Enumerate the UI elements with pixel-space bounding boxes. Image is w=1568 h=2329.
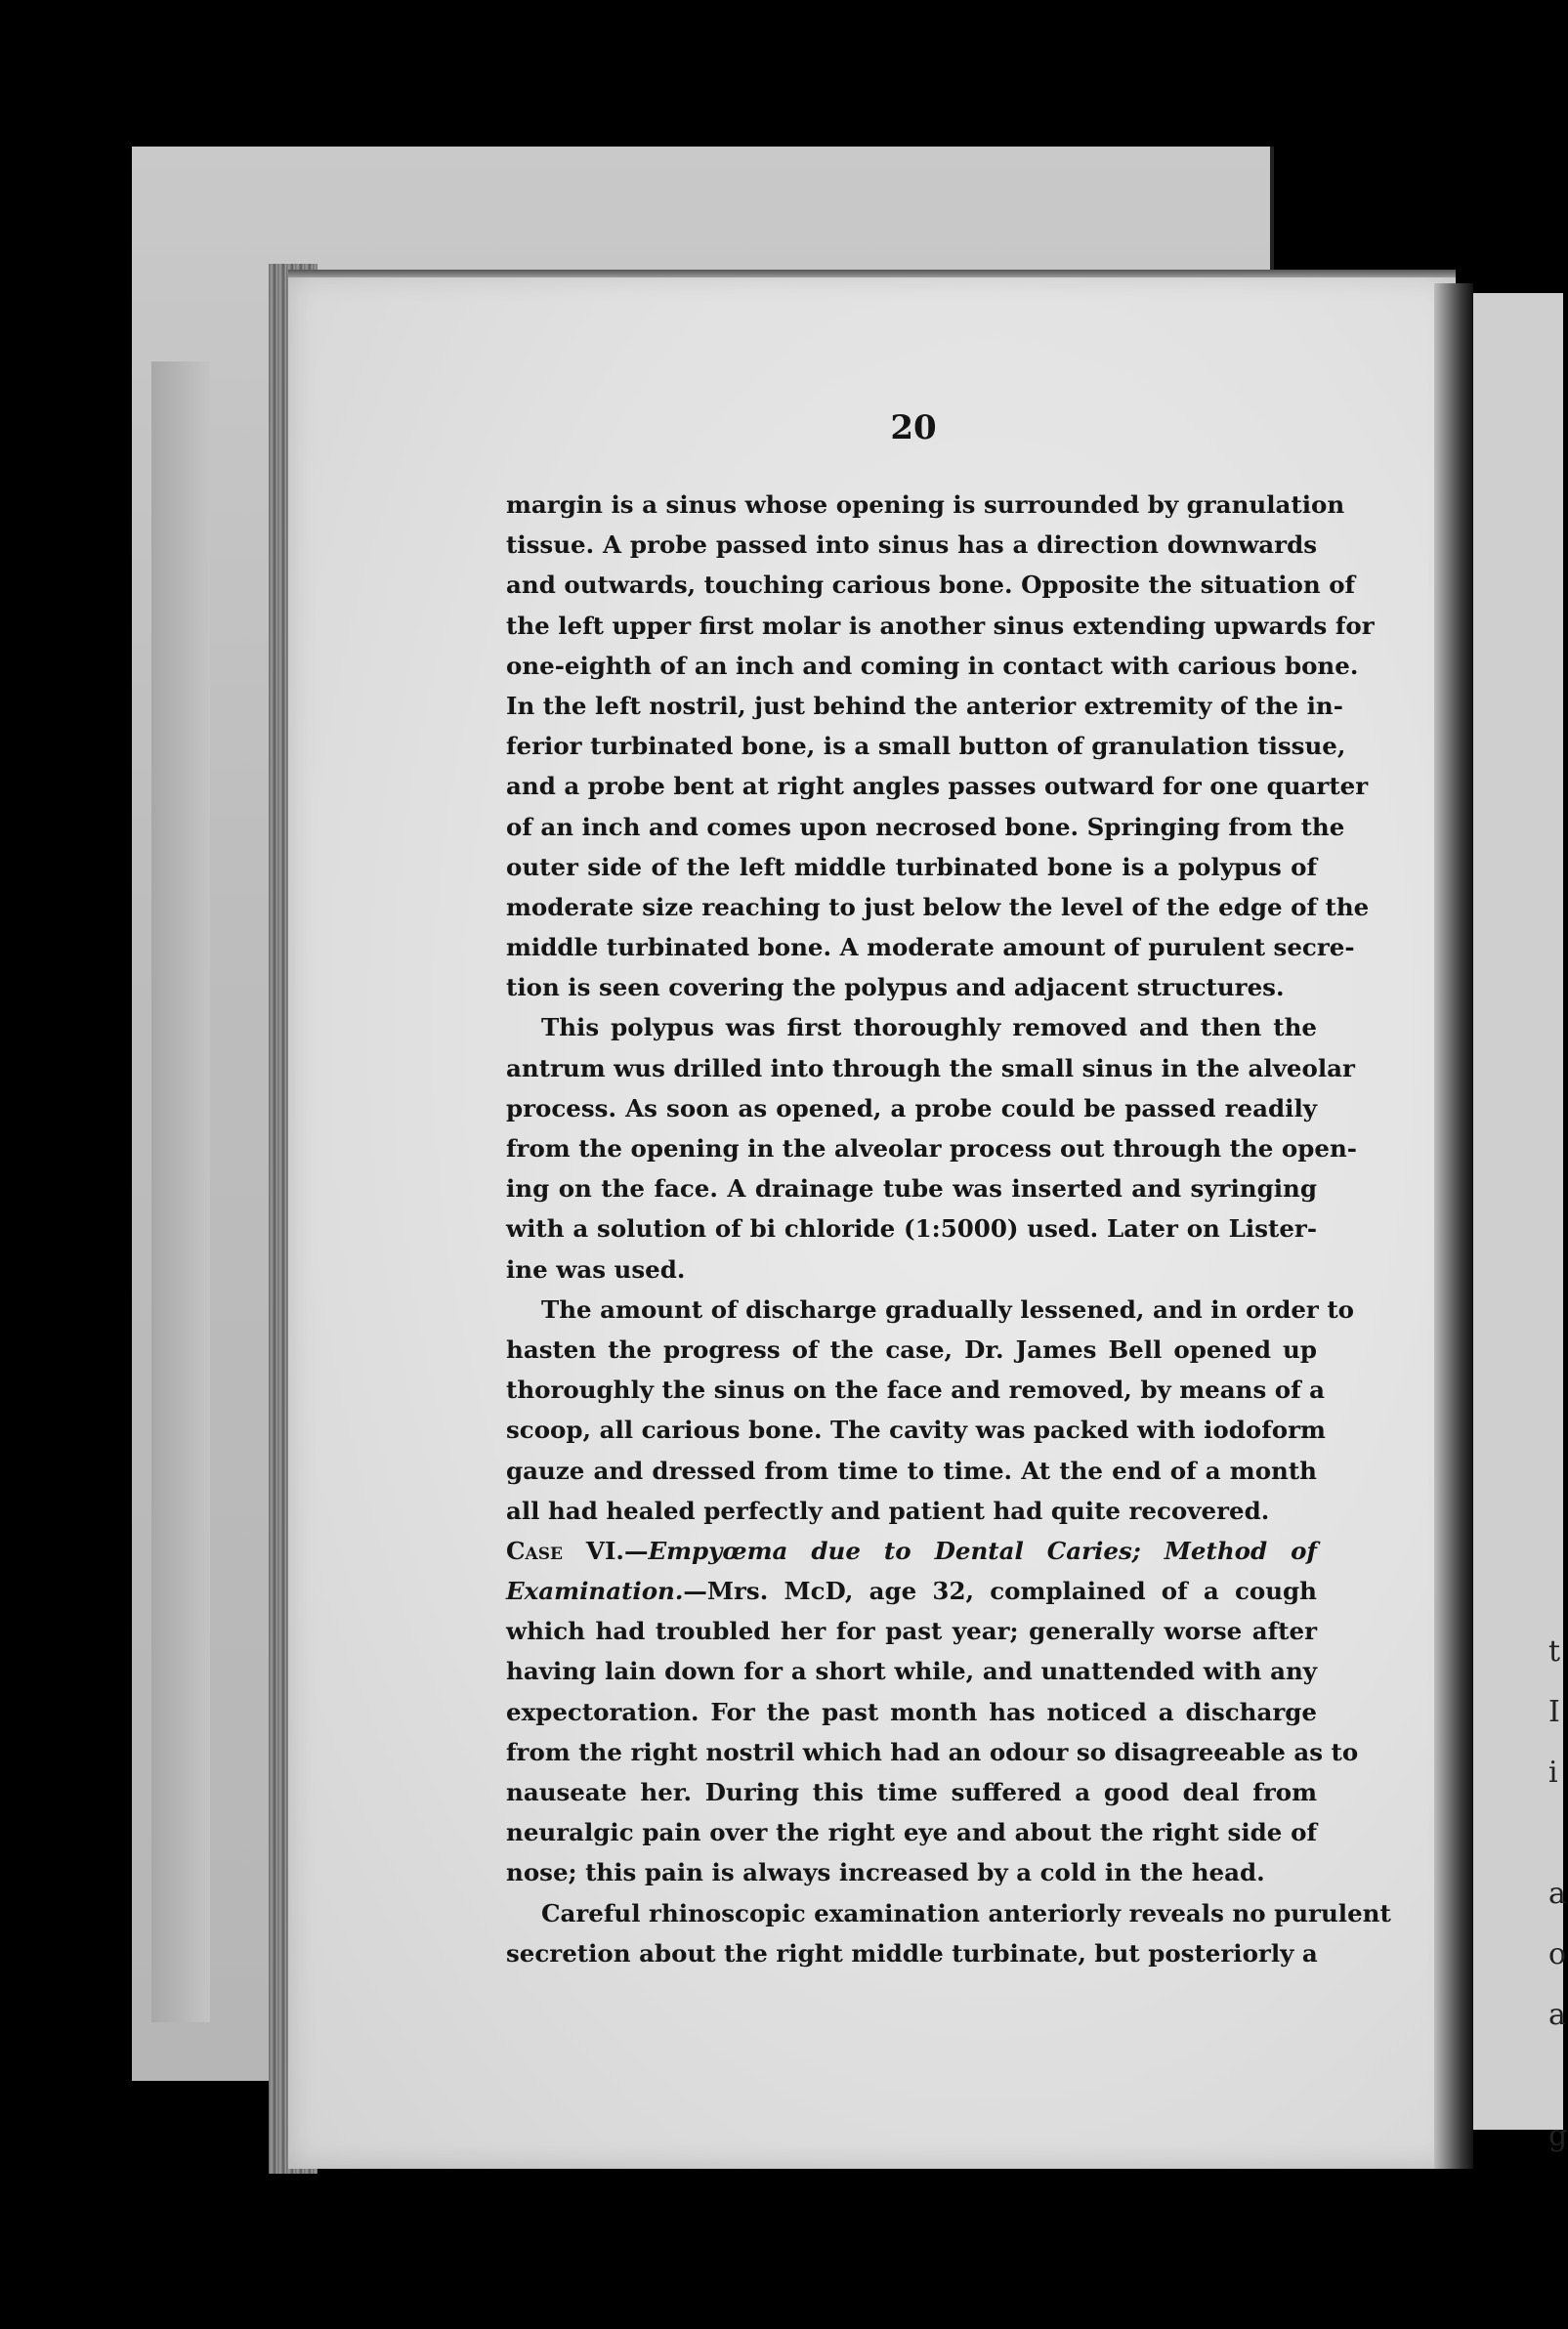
- text-line: neuralgic pain over the right eye and about the right side of: [506, 1818, 1317, 1847]
- text-line: of an inch and comes upon necrosed bone. Springing from the: [506, 812, 1345, 841]
- body-text: [506, 485, 1391, 1973]
- text-line: thoroughly the sinus on the face and removed, by means of a: [506, 1376, 1326, 1405]
- text-line: antrum wus drilled into through the small sinus in the alveolar: [506, 1053, 1355, 1082]
- text-line: from the right nostril which had an odour so disagreeable as to: [506, 1737, 1359, 1766]
- neighbour-letter: [1548, 2046, 1568, 2106]
- text-line: gauze and dressed from time to time. At the end of a month: [506, 1456, 1317, 1485]
- text-line: Careful rhinoscopic examination anteriorly reveals no purulent: [541, 1898, 1391, 1927]
- text-line: tissue. A probe passed into sinus has a direction downwards: [506, 530, 1317, 560]
- text-line: having lain down for a short while, and unattended with any: [506, 1657, 1317, 1686]
- text-line: the left upper first molar is another sinus extending upwards for: [506, 611, 1375, 640]
- book-gutter: [1434, 283, 1473, 2169]
- text-line: This polypus was first thoroughly removed and then the: [541, 1013, 1317, 1042]
- text-line: and a probe bent at right angles passes outward for one quarter: [506, 772, 1369, 801]
- case-dash: —: [623, 1536, 649, 1565]
- case-title-continued: Examination.: [506, 1577, 684, 1606]
- text-line: In the left nostril, just behind the anterior extremity of the in-: [506, 691, 1343, 720]
- text-line: process. As soon as opened, a probe could be passed readily: [506, 1093, 1317, 1122]
- neighbour-letter: I: [1548, 1695, 1560, 1729]
- neighbour-letter: i: [1548, 1756, 1558, 1790]
- text-line: secretion about the right middle turbinate, but posteriorly a: [506, 1938, 1318, 1968]
- text-line: nauseate her. During this time suffered a good deal from: [506, 1778, 1317, 1806]
- text-line: The amount of discharge gradually lessened, and in order to: [541, 1294, 1355, 1324]
- page-number: 20: [890, 408, 937, 447]
- case-heading-line-2: [506, 1571, 1317, 1611]
- case-intro: —Mrs. McD, age 32, complained of a cough: [683, 1577, 1317, 1606]
- text-line: all had healed perfectly and patient had quite recovered.: [506, 1496, 1270, 1525]
- text-line: which had troubled her for past year; generally worse after: [506, 1617, 1317, 1646]
- text-line: one-eighth of an inch and coming in contact with carious bone.: [506, 651, 1359, 680]
- case-label: Case VI.: [506, 1536, 624, 1565]
- text-line: middle turbinated bone. A moderate amount of purulent secre-: [506, 933, 1355, 962]
- neighbour-letter: a: [1548, 1998, 1566, 2032]
- neighbour-letter: o: [1548, 1937, 1567, 1971]
- text-line: margin is a sinus whose opening is surrounded by granulation: [506, 490, 1345, 519]
- neighbour-letter: t: [1548, 1634, 1561, 1669]
- text-line: ing on the face. A drainage tube was inserted and syringing: [506, 1174, 1317, 1204]
- text-line: tion is seen covering the polypus and adjacent structures.: [506, 973, 1285, 1002]
- text-line: moderate size reaching to just below the level of the edge of the: [506, 892, 1370, 921]
- neighbour-letter: [1548, 1803, 1568, 1864]
- text-line: scoop, all carious bone. The cavity was packed with iodoform: [506, 1416, 1326, 1445]
- text-line: ferior turbinated bone, is a small button of granulation tissue,: [506, 732, 1346, 761]
- text-line: from the opening in the alveolar process out through the open-: [506, 1134, 1357, 1163]
- text-line: ine was used.: [506, 1254, 686, 1284]
- text-line: hasten the progress of the case, Dr. James Bell opened up: [506, 1334, 1317, 1364]
- text-line: with a solution of bi chloride (1:5000) used. Later on Lister-: [506, 1214, 1317, 1244]
- text-line: nose; this pain is always increased by a cold in the head.: [506, 1858, 1265, 1887]
- neighbour-letter: a: [1548, 1877, 1566, 1911]
- text-line: outer side of the left middle turbinated bone is a polypus of: [506, 852, 1317, 881]
- text-line: expectoration. For the past month has noticed a discharge: [506, 1697, 1317, 1726]
- text-line: and outwards, touching carious bone. Opposite the situation of: [506, 571, 1356, 600]
- case-heading-line-1: [506, 1531, 1317, 1571]
- case-title: Empyœma due to Dental Caries; Method of: [648, 1536, 1317, 1565]
- page-top-edge: [288, 270, 1456, 277]
- neighbour-letter: g: [1548, 2119, 1568, 2153]
- neighbour-page-text: [1548, 1622, 1568, 2167]
